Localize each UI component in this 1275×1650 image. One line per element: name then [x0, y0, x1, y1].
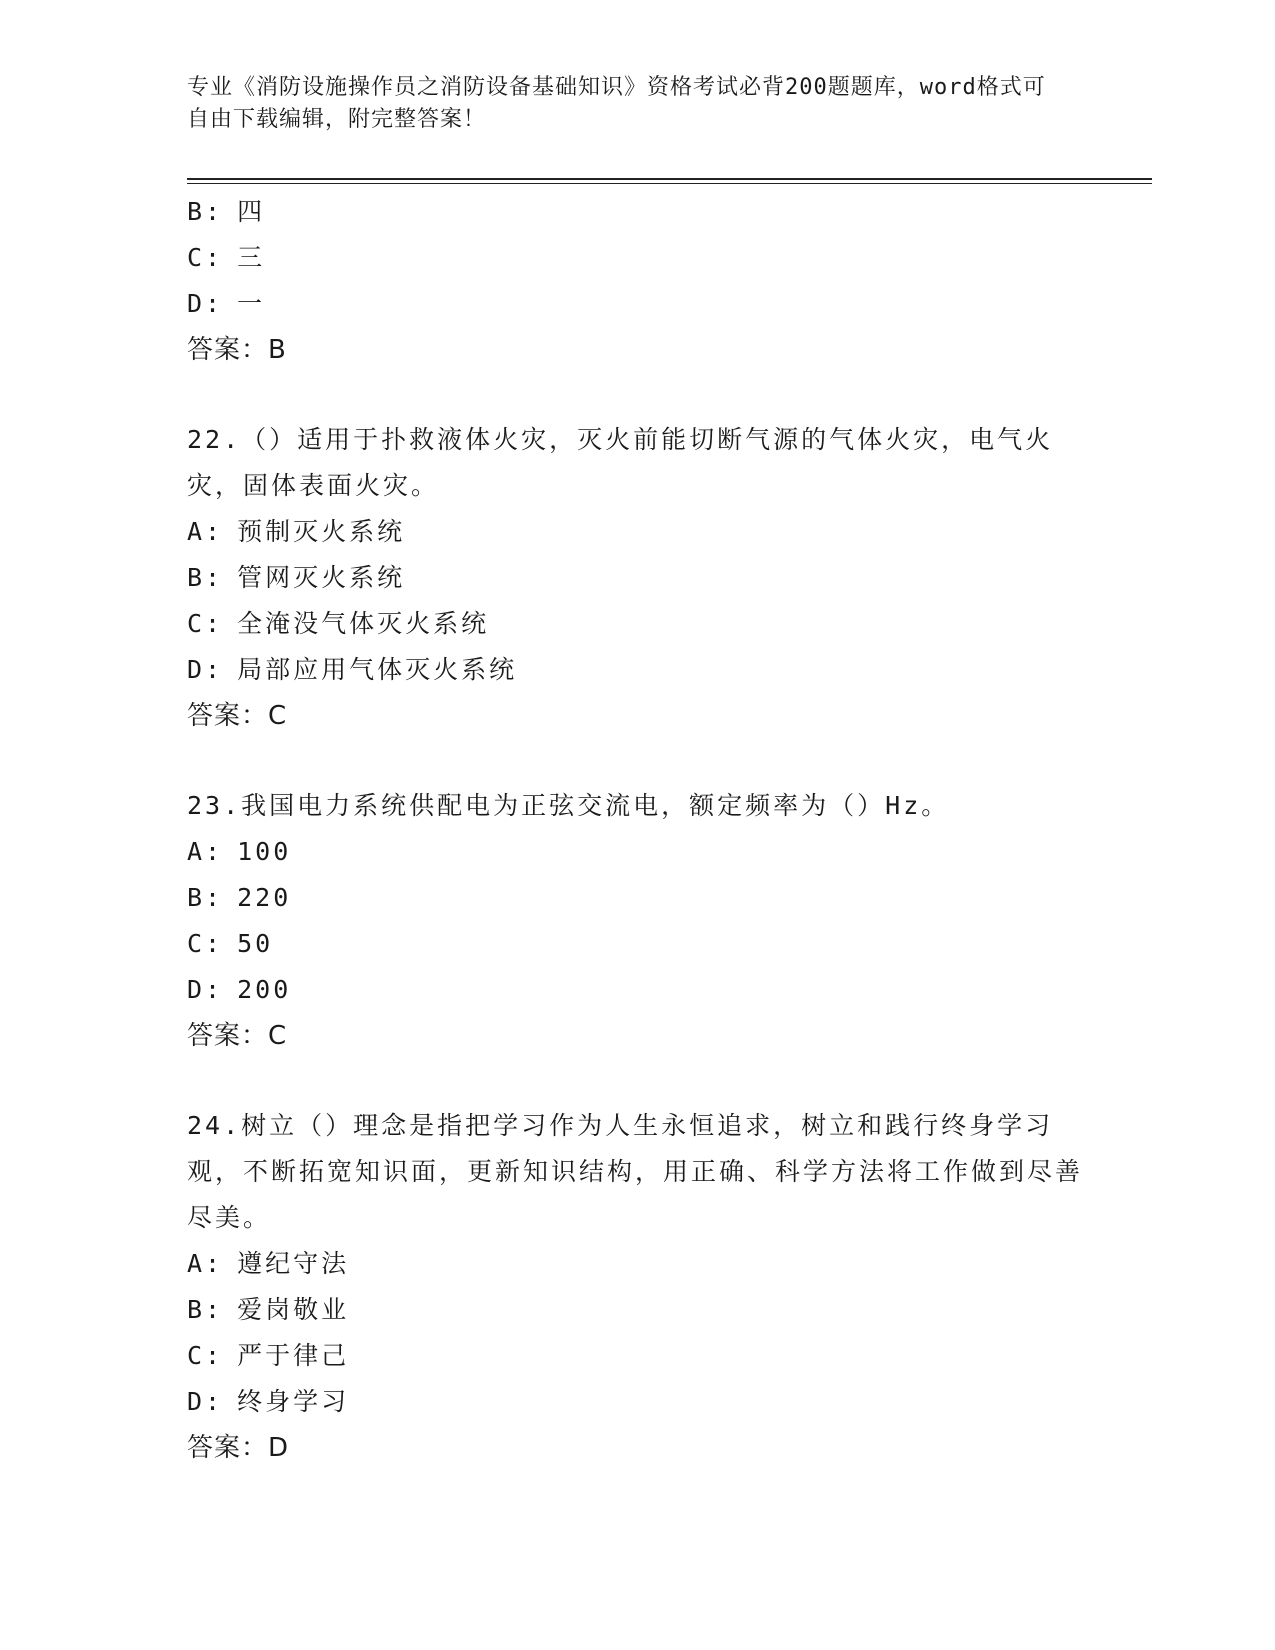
answer-line: 答案：D: [187, 1433, 290, 1463]
question-text: 24.树立（）理念是指把学习作为人生永恒追求，树立和践行终身学习观，不断拓宽知识面，更新知识结构，用正确、科学方法将工作做到尽善尽美。: [187, 1111, 1084, 1232]
option-b: B: 管网灭火系统: [187, 563, 406, 592]
option-d: D: 局部应用气体灭火系统: [187, 655, 518, 684]
question-list: [187, 189, 1087, 1471]
question-text: 22.（）适用于扑救液体火灾，灭火前能切断气源的气体火灾，电气火灾，固体表面火灾。: [187, 425, 1054, 500]
document-title: 专业《消防设施操作员之消防设备基础知识》资格考试必背200题题库，word格式可自由下载编辑，附完整答案！: [187, 75, 1046, 132]
option-d: D: 一: [187, 289, 266, 318]
answer-line: 答案：C: [187, 701, 288, 731]
option-d: D: 终身学习: [187, 1387, 350, 1416]
document-header: [187, 72, 1067, 136]
question-block-23: [187, 783, 1087, 1059]
option-a: A: 预制灭火系统: [187, 517, 406, 546]
option-c: C: 严于律己: [187, 1341, 350, 1370]
option-b: B: 220: [187, 883, 292, 912]
option-a: A: 100: [187, 837, 292, 866]
option-c: C: 50: [187, 929, 274, 958]
answer-line: 答案：C: [187, 1021, 288, 1051]
option-c: C: 三: [187, 243, 266, 272]
header-divider-thin: [187, 183, 1152, 184]
option-d: D: 200: [187, 975, 292, 1004]
question-block-24: [187, 1103, 1087, 1471]
question-text: 23.我国电力系统供配电为正弦交流电，额定频率为（）Hz。: [187, 791, 950, 820]
option-b: B: 四: [187, 197, 266, 226]
question-block-prev: [187, 189, 1087, 373]
answer-line: 答案：B: [187, 335, 287, 365]
question-block-22: [187, 417, 1087, 739]
header-divider-thick: [187, 178, 1152, 180]
option-c: C: 全淹没气体灭火系统: [187, 609, 490, 638]
option-b: B: 爱岗敬业: [187, 1295, 350, 1324]
option-a: A: 遵纪守法: [187, 1249, 350, 1278]
